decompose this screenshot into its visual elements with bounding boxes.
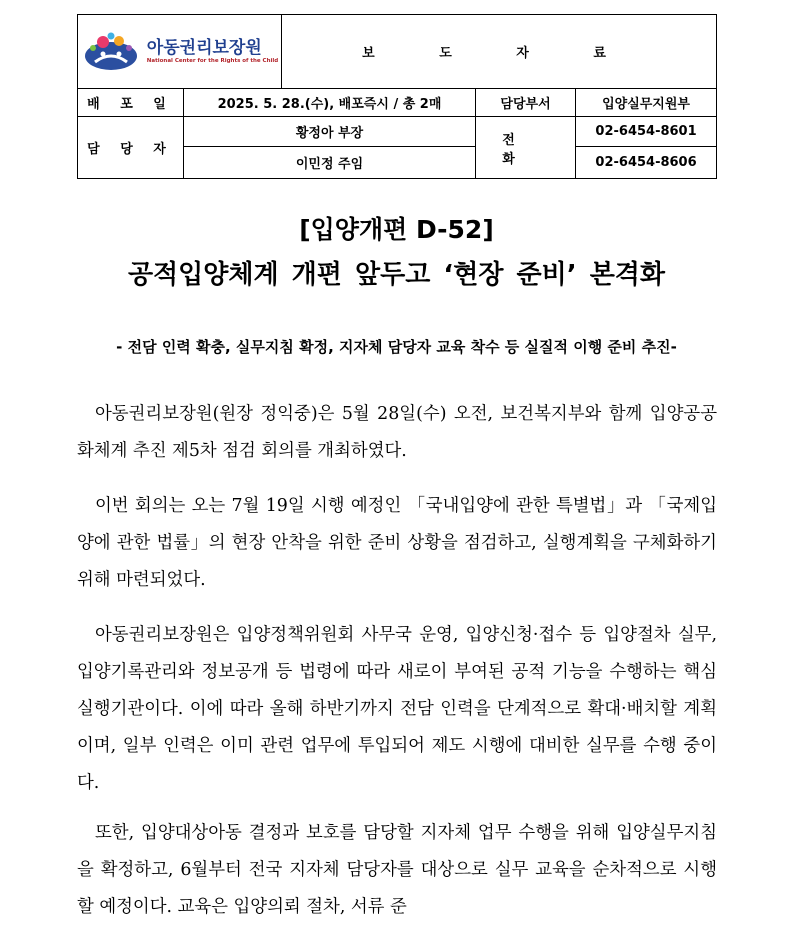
body-paragraph-3: 아동권리보장원은 입양정책위원회 사무국 운영, 입양신청·접수 등 입양절차 실무, 입양기록관리와 정보공개 등 법령에 따라 새로이 부여된 공적 기능을 수행하는 핵심 실행기관이다. 이에 따라 올해 하반기까지 전담 인력을 단계적으로 확대·배치할 계획이며, 일부 인력은 이미 관련 업무에 투입되어 제도 시행에 대비한 실무를 수행 중이다. (77, 625, 717, 793)
department-value: 입양실무지원부 (576, 89, 717, 117)
contact-label: 담 당 자 (78, 117, 184, 179)
distribution-date-value: 2025. 5. 28.(수), 배포즉시 / 총 2매 (184, 89, 476, 117)
body-paragraph-4: 또한, 입양대상아동 결정과 보호를 담당할 지자체 업무 수행을 위해 입양실무지침을 확정하고, 6월부터 전국 지자체 담당자를 대상으로 실무 교육을 순차적으로 시행할 예정이다. 교육은 입양의뢰 절차, 서류 준 (77, 823, 717, 917)
phone-number-2: 02-6454-8606 (576, 147, 717, 179)
logo-subtitle: National Center for the Rights of the Child (146, 58, 279, 64)
contact-person-1: 황정아 부장 (184, 117, 476, 147)
headline-title: 공적입양체계 개편 앞두고 ‘현장 준비’ 본격화 (127, 260, 666, 290)
logo-name: 아동권리보장원 (146, 38, 262, 58)
document-type-title: 보 도 자 료 (282, 15, 717, 89)
department-label: 담당부서 (476, 89, 576, 117)
body-paragraph-2: 이번 회의는 오는 7월 19일 시행 예정인 「국내입양에 관한 특별법」과 「국제입양에 관한 법률」의 현장 안착을 위한 준비 상황을 점검하고, 실행계획을 구체화하기 위해 마련되었다. (77, 496, 717, 590)
press-header-table (77, 14, 717, 179)
phone-label: 전 화 (476, 117, 576, 179)
phone-number-1: 02-6454-8601 (576, 117, 717, 147)
contact-person-2: 이민정 주임 (184, 147, 476, 179)
logo-cell (78, 15, 282, 89)
distribution-date-label: 배 포 일 (78, 89, 184, 117)
headline-subtitle: - 전담 인력 확충, 실무지침 확정, 지자체 담당자 교육 착수 등 실질적 이행 준비 추진- (116, 338, 677, 356)
headline-tag: [입양개편 D-52] (299, 215, 494, 244)
children-logo-icon (81, 32, 141, 72)
body-paragraph-1: 아동권리보장원(원장 정익중)은 5월 28일(수) 오전, 보건복지부와 함께 입양공공화체계 추진 제5차 점검 회의를 개최하였다. (77, 404, 717, 461)
